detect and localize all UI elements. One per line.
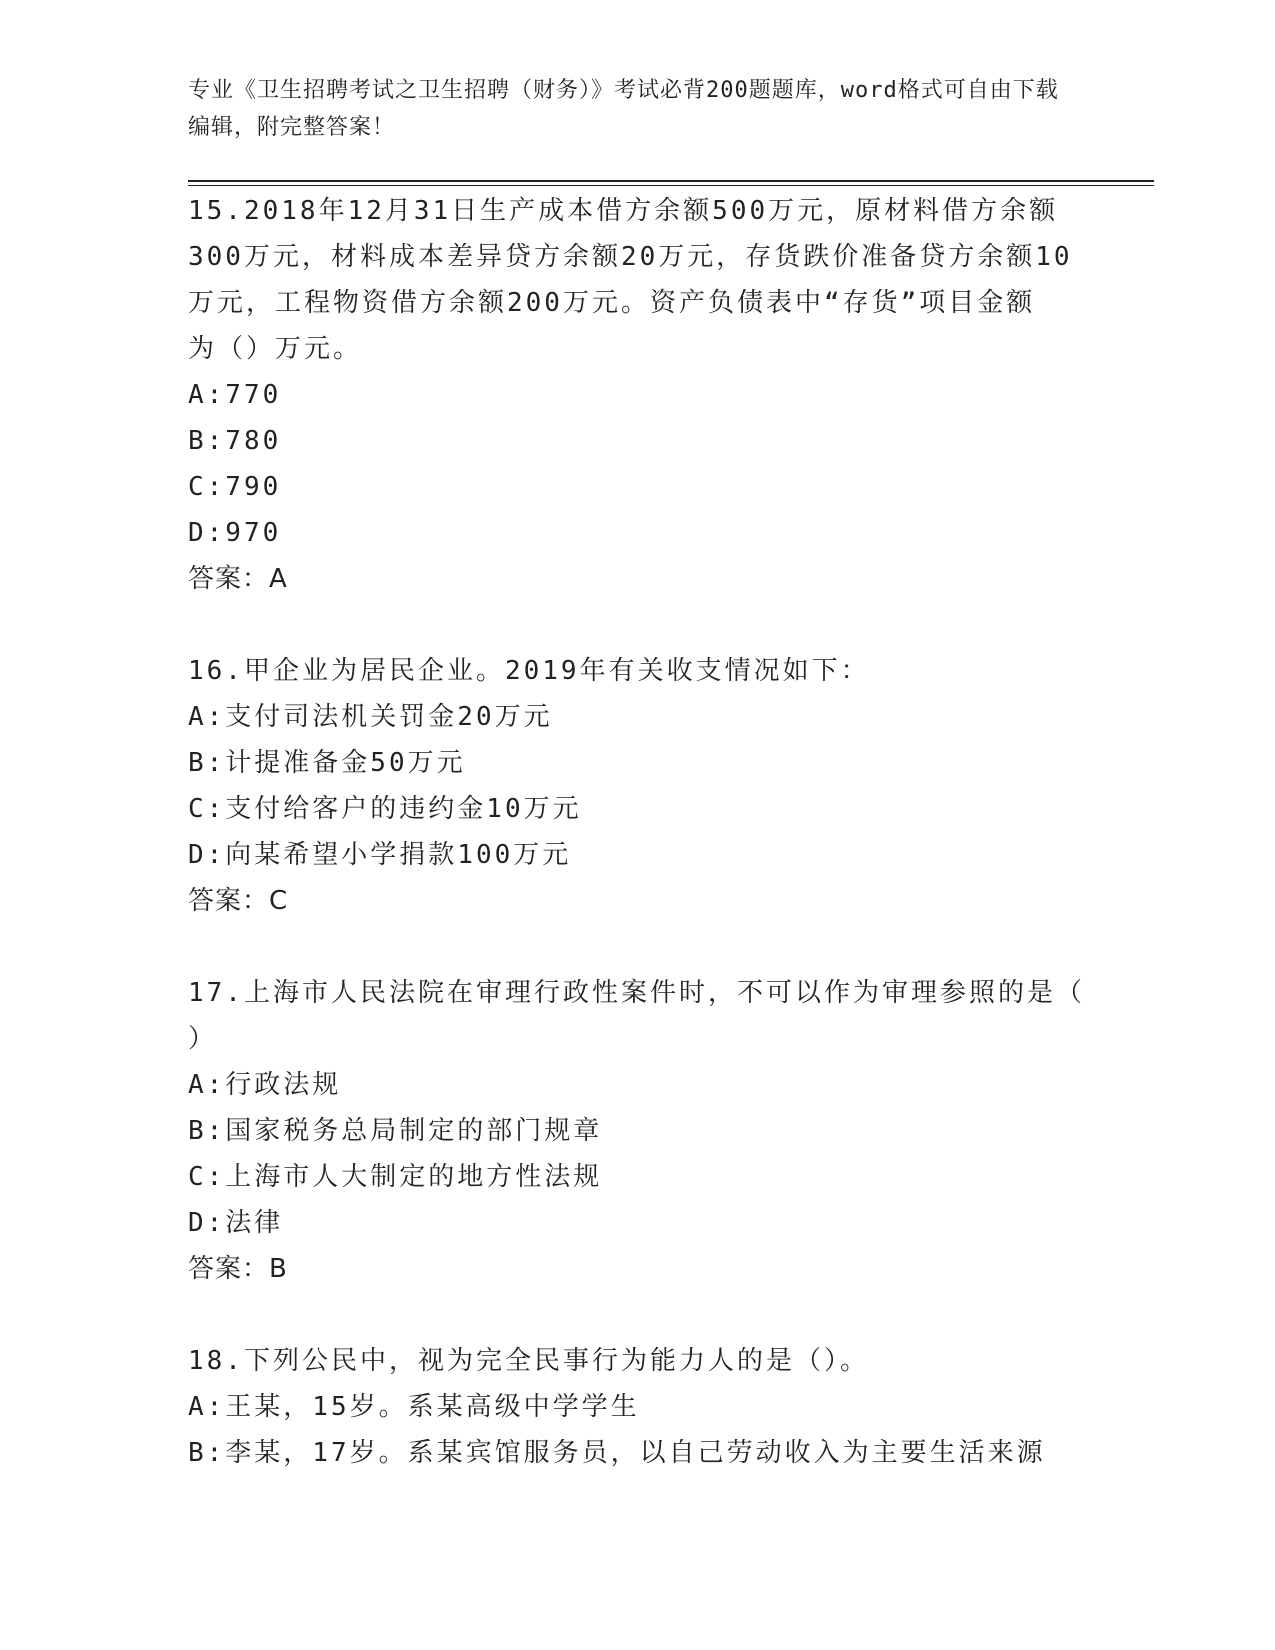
question-17 — [188, 970, 1088, 1292]
header-divider-thin — [188, 185, 1154, 186]
document-header: 专业《卫生招聘考试之卫生招聘（财务）》考试必背200题题库，word格式可自由下载编辑，附完整答案！ — [188, 78, 1059, 140]
option-c: C:上海市人大制定的地方性法规 — [188, 1162, 603, 1192]
question-15 — [188, 188, 1088, 602]
option-a: A:王某，15岁。系某高级中学学生 — [188, 1392, 640, 1422]
question-stem-line: 15.2018年12月31日生产成本借方余额500万元，原材料借方余额 — [188, 196, 1059, 226]
option-b: B:国家税务总局制定的部门规章 — [188, 1116, 603, 1146]
answer-line: 答案：C — [188, 886, 289, 916]
option-a: A:770 — [188, 380, 282, 410]
question-18 — [188, 1338, 1088, 1476]
answer-line: 答案：B — [188, 1254, 288, 1284]
question-stem-line: 17.上海市人民法院在审理行政性案件时，不可以作为审理参照的是（ — [188, 978, 1085, 1008]
option-b: B:计提准备金50万元 — [188, 748, 466, 778]
question-stem-line: 16.甲企业为居民企业。2019年有关收支情况如下： — [188, 656, 870, 686]
question-stem-line: 为（）万元。 — [188, 334, 363, 364]
option-d: D:970 — [188, 518, 282, 548]
question-list — [188, 188, 1088, 1522]
question-stem-line: 18.下列公民中，视为完全民事行为能力人的是（）。 — [188, 1346, 869, 1376]
option-a: A:行政法规 — [188, 1070, 342, 1100]
option-d: D:法律 — [188, 1208, 284, 1238]
option-c: C:790 — [188, 472, 282, 502]
option-b: B:780 — [188, 426, 282, 456]
option-c: C:支付给客户的违约金10万元 — [188, 794, 582, 824]
option-a: A:支付司法机关罚金20万元 — [188, 702, 553, 732]
answer-line: 答案：A — [188, 564, 288, 594]
question-stem-line: ） — [188, 1024, 218, 1054]
option-b: B:李某，17岁。系某宾馆服务员，以自己劳动收入为主要生活来源 — [188, 1438, 1046, 1468]
question-16 — [188, 648, 1088, 924]
header-divider — [188, 180, 1154, 182]
question-stem-line: 万元，工程物资借方余额200万元。资产负债表中“存货”项目金额 — [188, 288, 1036, 318]
option-d: D:向某希望小学捐款100万元 — [188, 840, 572, 870]
question-stem-line: 300万元，材料成本差异贷方余额20万元，存货跌价准备贷方余额10 — [188, 242, 1073, 272]
